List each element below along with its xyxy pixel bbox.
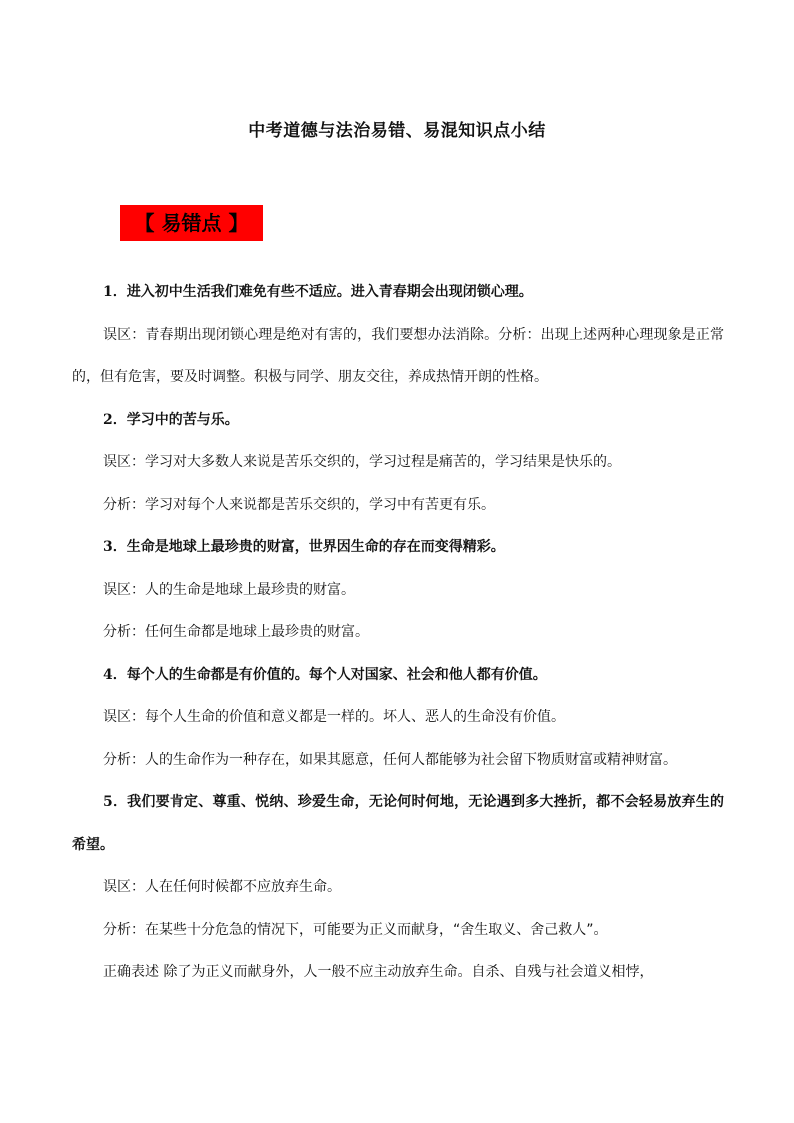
- item-2-paragraph-1: 误区：学习对大多数人来说是苦乐交织的，学习过程是痛苦的，学习结果是快乐的。: [103, 454, 621, 470]
- section-banner-error-prone: 【 易错点 】: [120, 205, 263, 241]
- item-4-paragraph-1: 误区：每个人生命的价值和意义都是一样的。坏人、恶人的生命没有价值。: [103, 709, 565, 725]
- item-2-heading: 2．学习中的苦与乐。: [103, 411, 239, 428]
- item-3-paragraph-1: 误区：人的生命是地球上最珍贵的财富。: [103, 581, 355, 598]
- document-body: [72, 281, 724, 1004]
- item-4-paragraph-2: 分析：人的生命作为一种存在，如果其愿意，任何人都能够为社会留下物质财富或精神财富。: [103, 751, 677, 768]
- item-5-paragraph-1: 误区：人在任何时候都不应放弃生命。: [103, 879, 341, 895]
- item-2-paragraph-2: 分析：学习对每个人来说都是苦乐交织的，学习中有苦更有乐。: [103, 496, 495, 513]
- item-4-heading: 4．每个人的生命都是有价值的。每个人对国家、社会和他人都有价值。: [103, 666, 547, 683]
- document-title: 中考道德与法治易错、易混知识点小结: [248, 121, 546, 141]
- item-1-heading: 1．进入初中生活我们难免有些不适应。进入青春期会出现闭锁心理。: [103, 284, 533, 300]
- item-1-paragraph-1: 误区：青春期出现闭锁心理是绝对有害的，我们要想办法消除。分析：出现上述两种心理现象是正常的，但有危害，要及时调整。积极与同学、朋友交往，养成热情开朗的性格。: [72, 326, 724, 385]
- item-5-paragraph-2: 分析：在某些十分危急的情况下，可能要为正义而献身，“舍生取义、舍己救人”。: [103, 921, 608, 938]
- item-3-heading: 3．生命是地球上最珍贵的财富，世界因生命的存在而变得精彩。: [103, 539, 505, 555]
- item-3-paragraph-2: 分析：任何生命都是地球上最珍贵的财富。: [103, 624, 369, 640]
- item-5-paragraph-3: 正确表述 除了为正义而献身外，人一般不应主动放弃生命。自杀、自残与社会道义相悖，: [103, 964, 654, 980]
- item-5-heading: 5．我们要肯定、尊重、悦纳、珍爱生命，无论何时何地，无论遇到多大挫折，都不会轻易放弃生的希望。: [72, 794, 724, 853]
